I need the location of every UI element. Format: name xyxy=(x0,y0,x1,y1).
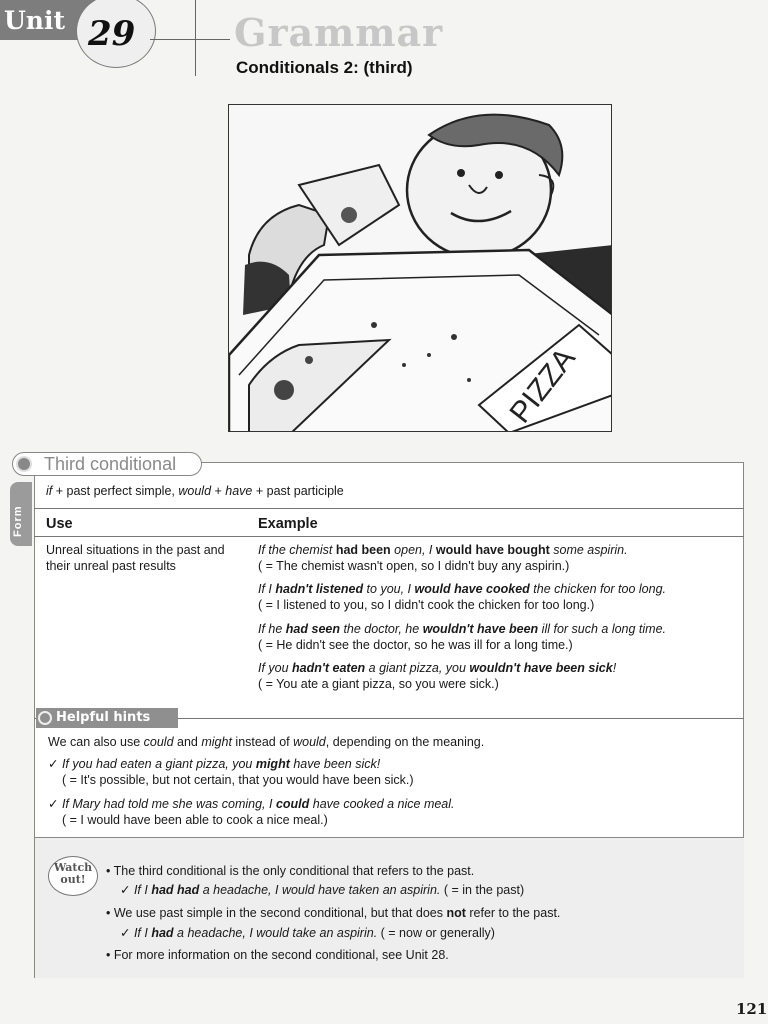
text-run: If he xyxy=(258,622,286,636)
text-run: would xyxy=(178,484,212,498)
watch-out-word-1: Watch xyxy=(53,861,93,874)
section-bullet-icon xyxy=(16,456,32,472)
example-meaning: ( = He didn't see the doctor, so he was ill for a long time.) xyxy=(258,638,573,652)
text-run: We can also use xyxy=(48,735,144,749)
text-run: If you xyxy=(258,661,293,675)
text-run: might xyxy=(255,757,290,771)
text-run: have xyxy=(225,484,253,498)
example-sentence xyxy=(258,621,666,637)
hints-bullet-icon xyxy=(38,711,52,725)
hint-sentence xyxy=(48,756,380,772)
use-column-header: Use xyxy=(46,516,73,532)
cartoon-illustration xyxy=(228,104,612,432)
example-column-header: Example xyxy=(258,516,318,532)
example-sentence xyxy=(258,542,628,558)
pizza-box-label: PIZZA xyxy=(503,341,582,430)
watch-out-example xyxy=(120,925,495,941)
text-run: ! xyxy=(612,661,617,675)
hints-intro xyxy=(48,734,484,750)
text-run: had had xyxy=(151,883,200,897)
text-run: + xyxy=(211,484,226,498)
text-run: ill for such a long time. xyxy=(538,622,667,636)
text-run: ✓ xyxy=(48,757,62,771)
text-run: hadn't eaten xyxy=(292,661,366,675)
text-run: the doctor, he xyxy=(339,622,423,636)
text-run: could xyxy=(143,735,174,749)
section-title: Third conditional xyxy=(44,454,177,474)
text-run: ✓ xyxy=(48,797,62,811)
watch-out-bullet: • We use past simple in the second conditional, but that does not refer to the past. xyxy=(106,906,561,920)
unit-label: Unit xyxy=(4,6,66,35)
text-run: the chicken for too long. xyxy=(529,582,667,596)
page-title: Grammar xyxy=(234,10,444,55)
header-divider-horizontal xyxy=(150,39,230,40)
form-label: Form xyxy=(12,505,24,537)
text-run: would xyxy=(293,735,326,749)
text-run: had seen xyxy=(285,622,340,636)
text-run: had xyxy=(151,926,174,940)
text-run: have been sick! xyxy=(289,757,381,771)
text-run: if xyxy=(46,484,53,498)
page-subtitle: Conditionals 2: (third) xyxy=(236,58,413,77)
use-description-line-2: their unreal past results xyxy=(46,559,176,573)
hint-meaning: ( = I would have been able to cook a nice meal.) xyxy=(62,813,328,827)
text-run: hadn't listened xyxy=(275,582,364,596)
text-run: would have bought xyxy=(435,543,550,557)
form-rule xyxy=(46,484,344,498)
watch-out-example xyxy=(120,882,524,898)
text-run: If the chemist xyxy=(258,543,336,557)
text-run: instead of xyxy=(231,735,294,749)
text-run: to you, I xyxy=(363,582,415,596)
text-run: , depending on the meaning. xyxy=(325,735,485,749)
use-description-line-1: Unreal situations in the past and xyxy=(46,543,225,557)
text-run: If I xyxy=(133,883,152,897)
text-run: had been xyxy=(335,543,391,557)
helpful-hints-title: Helpful hints xyxy=(56,710,151,725)
text-run: If I xyxy=(133,926,152,940)
text-run: If I xyxy=(258,582,276,596)
text-run: ( = now or generally) xyxy=(377,926,495,940)
example-meaning: ( = You ate a giant pizza, so you were sick.) xyxy=(258,677,499,691)
boy-eating-pizza-image xyxy=(229,105,612,432)
text-run: would have cooked xyxy=(414,582,530,596)
text-run: + past participle xyxy=(252,484,344,498)
divider xyxy=(34,508,744,509)
text-run: might xyxy=(201,735,232,749)
text-run: If you had eaten a giant pizza, you xyxy=(61,757,256,771)
text-run: + past perfect simple, xyxy=(52,484,179,498)
example-sentence xyxy=(258,581,666,597)
text-run: and xyxy=(173,735,202,749)
page-number: 121 xyxy=(736,1000,768,1018)
text-run: ✓ xyxy=(120,926,134,940)
text-run: wouldn't have been xyxy=(422,622,539,636)
hint-meaning: ( = It's possible, but not certain, that you would have been sick.) xyxy=(62,773,414,787)
text-run: ( = in the past) xyxy=(440,883,525,897)
unit-number: 29 xyxy=(88,14,136,54)
text-run: have cooked a nice meal. xyxy=(309,797,455,811)
text-run: a headache, I would take an aspirin. xyxy=(173,926,378,940)
example-meaning: ( = The chemist wasn't open, so I didn't buy any aspirin.) xyxy=(258,559,570,573)
text-run: If Mary had told me she was coming, I xyxy=(61,797,276,811)
example-meaning: ( = I listened to you, so I didn't cook the chicken for too long.) xyxy=(258,598,595,612)
text-run: a headache, I would have taken an aspirin. xyxy=(199,883,441,897)
hint-sentence xyxy=(48,796,455,812)
text-run: could xyxy=(275,797,310,811)
watch-out-bullet: • For more information on the second conditional, see Unit 28. xyxy=(106,948,449,962)
text-run: some aspirin. xyxy=(549,543,628,557)
divider xyxy=(34,536,744,537)
text-run: wouldn't have been sick xyxy=(469,661,613,675)
watch-out-badge-text xyxy=(48,862,98,886)
text-run: ✓ xyxy=(120,883,134,897)
watch-out-word-2: out! xyxy=(60,873,86,886)
text-run: a giant pizza, you xyxy=(365,661,470,675)
header-divider-vertical xyxy=(195,0,196,76)
watch-out-bullet: • The third conditional is the only conditional that refers to the past. xyxy=(106,864,475,878)
example-sentence xyxy=(258,660,616,676)
text-run: open, I xyxy=(390,543,436,557)
